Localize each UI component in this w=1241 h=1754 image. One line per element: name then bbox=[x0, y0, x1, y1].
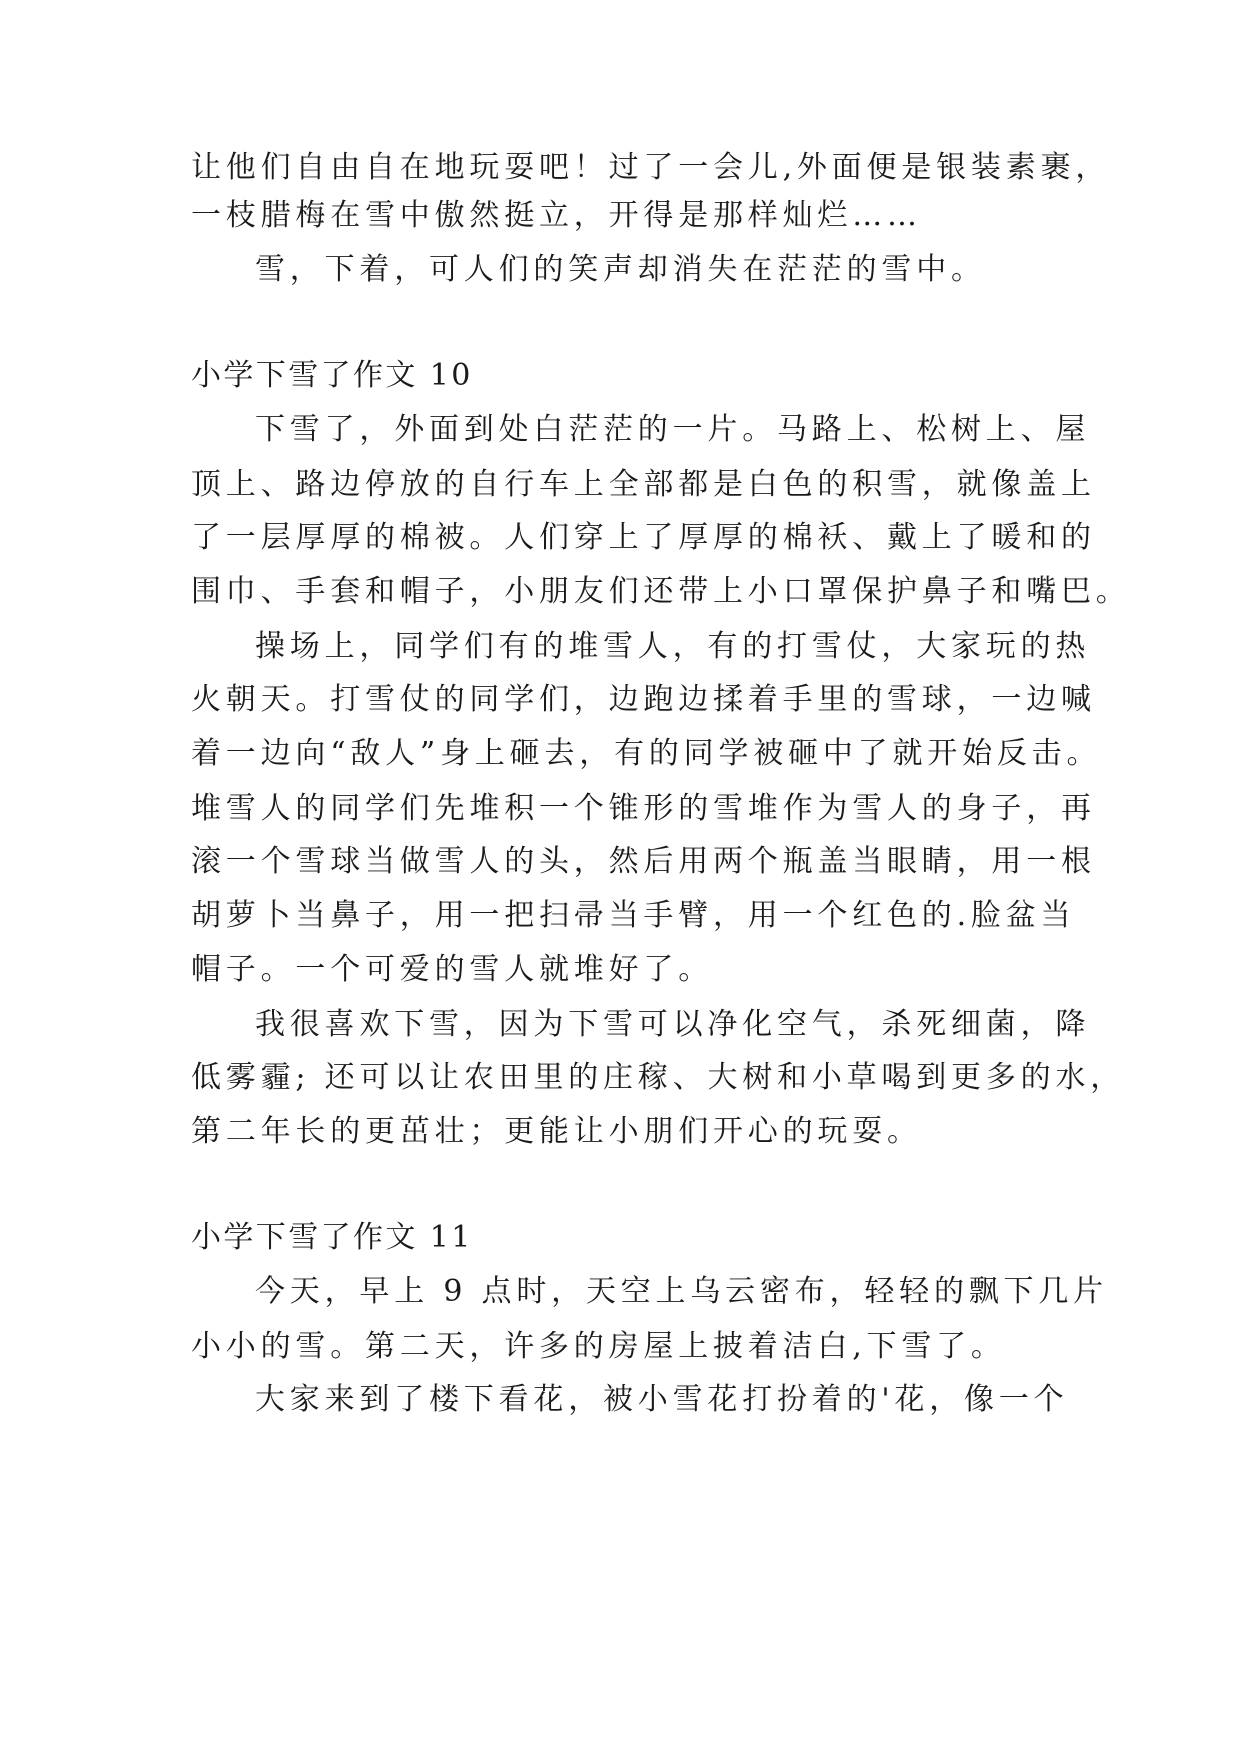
paragraph-line: 第二年长的更茁壮；更能让小朋们开心的玩耍。 bbox=[191, 1114, 922, 1149]
paragraph-line: 雪，下着，可人们的笑声却消失在茫茫的雪中。 bbox=[255, 252, 986, 287]
paragraph-line: 今天，早上 9 点时，天空上乌云密布，轻轻的飘下几片 bbox=[255, 1274, 1108, 1309]
paragraph-line: 火朝天。打雪仗的同学们，边跑边揉着手里的雪球，一边喊 bbox=[191, 682, 1096, 717]
paragraph-line: 着一边向“敌人”身上砸去，有的同学被砸中了就开始反击。 bbox=[191, 736, 1102, 771]
paragraph-line: 帽子。一个可爱的雪人就堆好了。 bbox=[191, 952, 713, 987]
paragraph-line: 小小的雪。第二天，许多的房屋上披着洁白,下雪了。 bbox=[191, 1329, 1006, 1364]
paragraph-line: 一枝腊梅在雪中傲然挺立，开得是那样灿烂…… bbox=[191, 198, 922, 233]
paragraph-line: 堆雪人的同学们先堆积一个锥形的雪堆作为雪人的身子，再 bbox=[191, 791, 1096, 826]
paragraph-line: 顶上、路边停放的自行车上全部都是白色的积雪，就像盖上 bbox=[191, 467, 1096, 502]
paragraph-line: 低雾霾; 还可以让农田里的庄稼、大树和小草喝到更多的水， bbox=[191, 1060, 1126, 1095]
section-heading: 小学下雪了作文 11 bbox=[191, 1220, 473, 1255]
paragraph-line: 下雪了，外面到处白茫茫的一片。马路上、松树上、屋 bbox=[255, 412, 1091, 447]
paragraph-line: 我很喜欢下雪，因为下雪可以净化空气，杀死细菌，降 bbox=[255, 1007, 1091, 1042]
paragraph-line: 了一层厚厚的棉被。人们穿上了厚厚的棉袄、戴上了暖和的 bbox=[191, 520, 1096, 555]
section-heading: 小学下雪了作文 10 bbox=[191, 358, 473, 393]
paragraph-line: 滚一个雪球当做雪人的头，然后用两个瓶盖当眼睛，用一根 bbox=[191, 844, 1096, 879]
paragraph-line: 让他们自由自在地玩耍吧！过了一会儿,外面便是银装素裹， bbox=[191, 150, 1111, 185]
paragraph-line: 大家来到了楼下看花，被小雪花打扮着的'花，像一个 bbox=[255, 1382, 1069, 1417]
paragraph-line: 操场上，同学们有的堆雪人，有的打雪仗，大家玩的热 bbox=[255, 629, 1091, 664]
paragraph-line: 围巾、手套和帽子，小朋友们还带上小口罩保护鼻子和嘴巴。 bbox=[191, 574, 1131, 609]
paragraph-line: 胡萝卜当鼻子，用一把扫帚当手臂，用一个红色的.脸盆当 bbox=[191, 898, 1076, 933]
